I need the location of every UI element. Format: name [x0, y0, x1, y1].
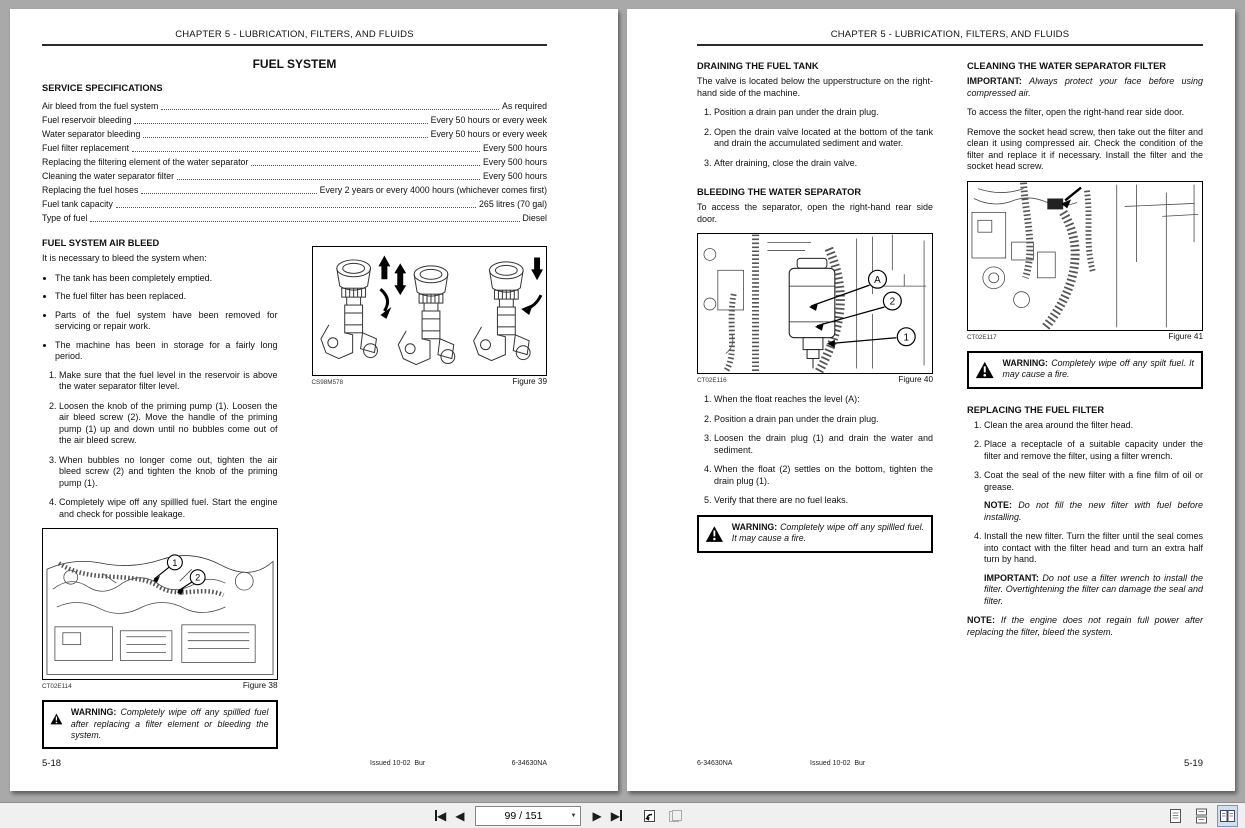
- paragraph: To access the filter, open the right-hand rear side door.: [967, 107, 1185, 118]
- figure-38-caption: [42, 681, 278, 690]
- continuous-layout-button[interactable]: [1192, 806, 1211, 826]
- important-note: IMPORTANT: Do not use a filter wrench to install the filter. Overtightening the filter can damage the seal and filter.: [984, 572, 1203, 606]
- section-heading-service-specifications: SERVICE SPECIFICATIONS: [42, 83, 163, 93]
- spec-value: Every 2 years or every 4000 hours (whichever comes first): [319, 185, 547, 195]
- dot-leader: [116, 207, 476, 208]
- page-number-value: 99 / 151: [504, 809, 543, 822]
- footer-issued: Issued 10-02 Bur: [370, 760, 426, 767]
- figure-40-caption: [697, 375, 933, 384]
- step-item: 1. When the float reaches the level (A):: [714, 394, 933, 406]
- step-item: 2. Open the drain valve located at the bottom of the tank and drain the accumulated sediment and water.: [714, 127, 933, 150]
- first-page-button[interactable]: [433, 806, 448, 826]
- spec-row: [42, 211, 547, 225]
- figure-41-caption: [967, 332, 1203, 341]
- spec-table: [42, 99, 547, 225]
- callout-1: 1: [172, 558, 178, 569]
- figure-38-image: [42, 528, 278, 680]
- previous-view-button[interactable]: [639, 806, 659, 826]
- dot-leader: [90, 221, 519, 222]
- priming-pump-line-art: [313, 247, 546, 375]
- dot-leader: [251, 165, 480, 166]
- page-number: 5-18: [42, 758, 62, 769]
- figure-code: CT02E117: [967, 333, 997, 341]
- warning-label: WARNING:: [731, 521, 778, 532]
- chapter-header: CHAPTER 5 - LUBRICATION, FILTERS, AND FLUIDS: [830, 29, 1070, 40]
- footer-issued: Issued 10-02 Bur: [810, 760, 866, 767]
- dot-leader: [141, 193, 316, 194]
- warning-triangle-icon: [975, 358, 995, 382]
- figure-number: Figure 41: [1168, 331, 1203, 341]
- header-rule: [697, 44, 1203, 46]
- spec-value: Every 500 hours: [482, 157, 547, 167]
- figure-code: CT02E116: [697, 377, 727, 385]
- step-item: 1. Position a drain pan under the drain plug.: [714, 107, 933, 119]
- step-item: 4. When the float (2) settles on the bottom, tighten the drain plug (1).: [714, 464, 933, 487]
- figure-40-image: [697, 233, 933, 374]
- note: NOTE: If the engine does not regain full power after replacing the filter, bleed the system.: [967, 615, 1203, 637]
- numbered-steps: [967, 420, 1203, 608]
- footer-doc-code: 6-34630NA: [697, 760, 733, 767]
- water-separator-line-art: [698, 234, 932, 373]
- left-column: [42, 238, 278, 761]
- right-column: [967, 61, 1203, 638]
- next-page-button[interactable]: [590, 806, 603, 826]
- warning-text: WARNING: Completely wipe off any spillled fuel. It may cause a fire.: [731, 521, 924, 544]
- section-heading-fuel-system-air-bleed: FUEL SYSTEM AIR BLEED: [42, 238, 160, 248]
- dot-leader: [143, 137, 427, 138]
- page-navigation: [433, 803, 685, 828]
- important-note: IMPORTANT: Always protect your face before using compressed air.: [967, 76, 1203, 98]
- paragraph: It is necessary to bleed the system when:: [42, 253, 207, 263]
- figure-number: Figure 38: [242, 681, 278, 691]
- figure-code: CS98M578: [311, 379, 344, 386]
- page-layout-buttons: [1166, 805, 1237, 826]
- viewer-toolbar: [0, 802, 1245, 828]
- step-item: 4. Completely wipe off any spillled fuel. Start the engine and check for possible leakage.: [59, 497, 278, 520]
- last-page-bar: [620, 810, 622, 821]
- footer-doc-code: 6-34630NA: [511, 760, 547, 767]
- step-item: 4. Install the new filter. Turn the filter until the seal comes into contact with the filter head and turn an extra half turn by hand. IMPORTANT: Do not use a filter wrench to install the filter. Overtightening the filter can damage the seal and filter.: [984, 531, 1203, 607]
- next-view-button[interactable]: [665, 806, 685, 826]
- facing-pages-layout-button[interactable]: [1218, 806, 1237, 826]
- spec-row: [42, 197, 547, 211]
- document-page-left: [10, 9, 618, 791]
- spec-value: Every 500 hours: [482, 143, 547, 153]
- bullet-item: • The tank has been completely emptied.: [55, 273, 278, 285]
- spec-label: Water separator bleeding: [42, 129, 141, 139]
- bullet-item: • Parts of the fuel system have been removed for servicing or repair work.: [55, 310, 278, 333]
- step-item: 3. After draining, close the drain valve.: [714, 158, 933, 170]
- spec-row: [42, 169, 547, 183]
- step-item: 3. Coat the seal of the new filter with a fine film of oil or grease. NOTE: Do not fill the new filter with fuel before installing.: [984, 470, 1203, 523]
- spec-label: Air bleed from the fuel system: [42, 101, 159, 111]
- numbered-steps: [697, 394, 933, 507]
- warning-box: [967, 351, 1203, 389]
- previous-page-button[interactable]: [453, 806, 466, 826]
- last-page-button[interactable]: [609, 806, 624, 826]
- dot-leader: [132, 151, 480, 152]
- spec-label: Cleaning the water separator filter: [42, 171, 175, 181]
- warning-text: WARNING: Completely wipe off any spillled fuel after replacing a filter element or bleeding the system.: [70, 707, 269, 741]
- left-column: [697, 61, 933, 638]
- figure-code: CT02E114: [42, 683, 72, 691]
- spec-value: Every 50 hours or every week: [430, 129, 547, 139]
- note: NOTE: Do not fill the new filter with fuel before installing.: [984, 500, 1203, 522]
- spec-value: Diesel: [522, 213, 547, 223]
- figure-41-image: [967, 181, 1203, 331]
- step-item: 2. Position a drain pan under the drain plug.: [714, 414, 933, 426]
- step-item: 5. Verify that there are no fuel leaks.: [714, 495, 933, 507]
- spec-row: [42, 113, 547, 127]
- section-heading-cleaning-the-water-separator-filter: CLEANING THE WATER SEPARATOR FILTER: [967, 61, 1167, 71]
- combobox-caret-icon[interactable]: ▼: [570, 812, 577, 819]
- warning-triangle-icon: [50, 707, 63, 731]
- spec-row: [42, 183, 547, 197]
- spec-row: [42, 141, 547, 155]
- spec-value: Every 500 hours: [482, 171, 547, 181]
- step-item: 3. Loosen the drain plug (1) and drain the water and sediment.: [714, 433, 933, 456]
- step-item: 1. Make sure that the fuel level in the reservoir is above the water separator filter level.: [59, 370, 278, 393]
- spec-label: Fuel filter replacement: [42, 143, 130, 153]
- spec-value: As required: [502, 101, 547, 111]
- engine-hose-line-art: [968, 182, 1202, 330]
- numbered-steps: [42, 370, 278, 521]
- paragraph: Remove the socket head screw, then take out the filter and clean it using compressed air. Check the condition of the filter and replace it if necessary. Install the filter and the socket head screw.: [967, 126, 1203, 172]
- single-page-layout-button[interactable]: [1166, 806, 1185, 826]
- step-item: 2. Loosen the knob of the priming pump (1). Loosen the air bleed screw (2). Move the handle of the priming pump (1) up and down until no bubbles come out of the air bleed screw.: [59, 401, 278, 447]
- spec-label: Replacing the filtering element of the water separator: [42, 157, 249, 167]
- bullet-item: • The fuel filter has been replaced.: [55, 291, 278, 303]
- warning-box: [42, 700, 278, 748]
- section-heading-bleeding-the-water-separator: BLEEDING THE WATER SEPARATOR: [697, 187, 862, 198]
- page-title: FUEL SYSTEM: [252, 57, 337, 71]
- page-number-combobox[interactable]: [475, 806, 581, 826]
- document-page-right: [627, 9, 1235, 791]
- previous-page-icon: ◀: [455, 808, 465, 823]
- warning-text: WARNING: Completely wipe off any spilt fuel. It may cause a fire.: [1002, 357, 1194, 380]
- spec-label: Type of fuel: [42, 213, 88, 223]
- spec-label: Fuel reservoir bleeding: [42, 115, 132, 125]
- page-number: 5-19: [1183, 758, 1203, 769]
- section-heading-draining-the-fuel-tank: DRAINING THE FUEL TANK: [697, 61, 819, 71]
- figure-number: Figure 40: [898, 375, 933, 385]
- paragraph: To access the separator, open the right-hand rear side door.: [697, 202, 933, 224]
- paragraph: The valve is located below the upperstructure on the right-hand side of the machine.: [697, 76, 933, 98]
- spec-row: [42, 99, 547, 113]
- dot-leader: [177, 179, 480, 180]
- spec-label: Fuel tank capacity: [42, 199, 113, 209]
- figure-number: Figure 39: [512, 377, 547, 386]
- spec-value: 265 litres (70 gal): [479, 199, 547, 209]
- warning-box: [697, 515, 933, 553]
- step-item: 2. Place a receptacle of a suitable capacity under the filter and remove the filter, using a filter wrench.: [984, 439, 1203, 462]
- engine-line-art: [43, 529, 277, 679]
- next-page-icon: ▶: [592, 808, 602, 823]
- warning-label: WARNING:: [1002, 357, 1048, 368]
- right-column: [312, 238, 548, 761]
- single-page-icon: [1169, 808, 1182, 824]
- numbered-steps: [697, 107, 933, 169]
- section-heading-replacing-the-fuel-filter: REPLACING THE FUEL FILTER: [967, 404, 1105, 415]
- spec-label: Replacing the fuel hoses: [42, 185, 139, 195]
- first-page-icon: ◀: [437, 808, 447, 823]
- warning-label: WARNING:: [70, 707, 117, 718]
- figure-39-caption: [312, 377, 548, 386]
- header-rule: [42, 44, 547, 46]
- facing-pages-icon: [1220, 808, 1235, 824]
- next-view-icon: [667, 808, 683, 824]
- view-history-buttons: [639, 806, 685, 826]
- bullet-item: • The machine has been in storage for a fairly long period.: [55, 340, 278, 363]
- step-item: 3. When bubbles no longer come out, tighten the air bleed screw (2) and tighten the knob of the priming pump (1).: [59, 455, 278, 490]
- spec-value: Every 50 hours or every week: [430, 115, 547, 125]
- callout-2: 2: [195, 572, 201, 583]
- callout-2: 2: [889, 296, 896, 308]
- figure-39-image: [312, 246, 548, 376]
- dot-leader: [161, 109, 499, 110]
- last-page-icon: ▶: [610, 808, 620, 823]
- warning-triangle-icon: [705, 522, 724, 546]
- callout-1: 1: [903, 332, 909, 344]
- step-item: 1. Clean the area around the filter head.: [984, 420, 1203, 432]
- spec-row: [42, 127, 547, 141]
- callout-a: A: [874, 275, 881, 287]
- spec-row: [42, 155, 547, 169]
- bullet-list: [42, 273, 278, 363]
- previous-view-icon: [641, 808, 657, 824]
- chapter-header: CHAPTER 5 - LUBRICATION, FILTERS, AND FLUIDS: [175, 29, 414, 40]
- continuous-pages-icon: [1195, 808, 1208, 824]
- dot-leader: [134, 123, 427, 124]
